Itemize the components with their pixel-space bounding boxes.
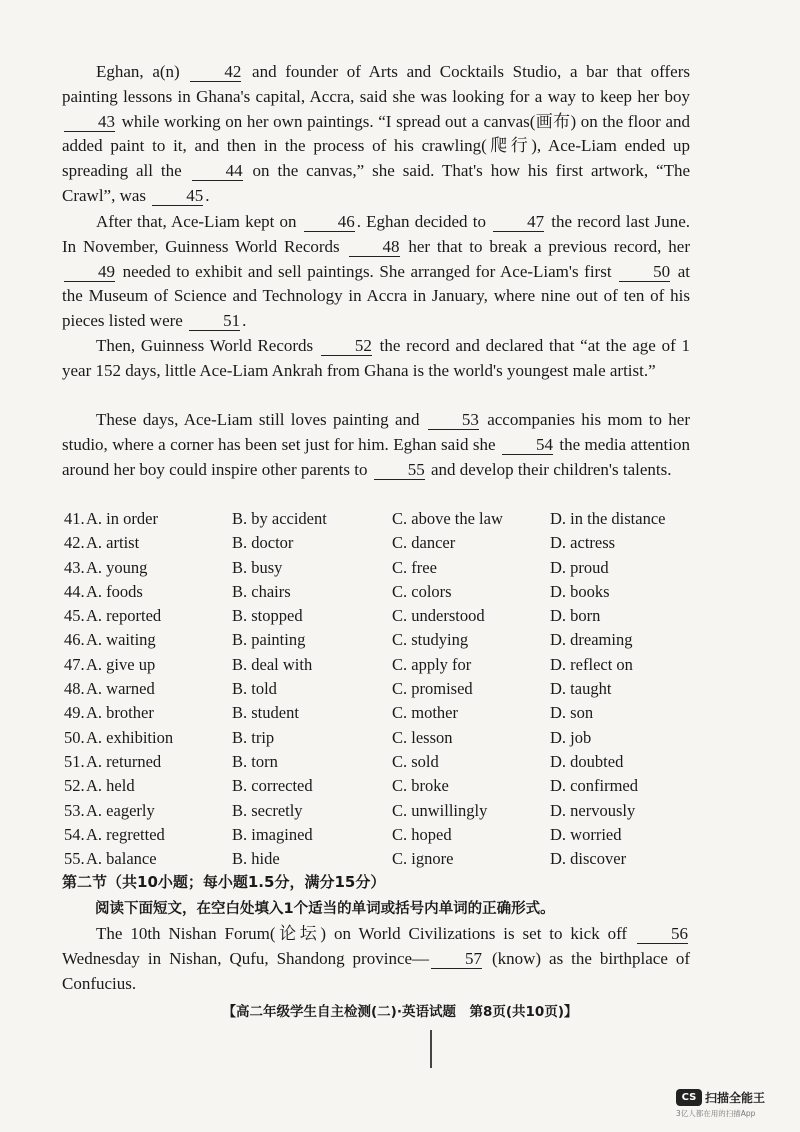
blank-51: 51 xyxy=(189,311,240,331)
question-number: 47. xyxy=(64,654,85,674)
grammar-passage xyxy=(62,922,690,996)
option-b: B. hide xyxy=(232,849,280,869)
option-b: B. stopped xyxy=(232,606,303,626)
question-number: 54. xyxy=(64,824,85,844)
option-d: D. discover xyxy=(550,849,627,869)
option-c: C. promised xyxy=(392,679,473,699)
option-b: B. deal with xyxy=(232,654,313,674)
passage-text: while working on her own paintings. “I spread out a canvas(画布) on the floor and added paint to it, and then in the process of his crawling(爬行), Ace-Liam ended up spreading all the xyxy=(62,111,690,181)
option-a: A. artist xyxy=(86,533,140,553)
blank-49: 49 xyxy=(64,262,115,282)
option-row xyxy=(64,726,704,750)
option-c: C. above the law xyxy=(392,509,503,528)
option-d: D. doubted xyxy=(550,751,624,771)
option-row xyxy=(64,556,704,580)
passage-text: the record and declared that “at the age of 1 year 152 days, little Ace-Liam Ankrah from Ghana is the world's youngest male artist.” xyxy=(62,336,690,380)
option-a: A. waiting xyxy=(86,630,156,650)
passage-text: Eghan, a(n) xyxy=(96,62,189,81)
blank-45: 45 xyxy=(152,186,203,206)
question-number: 41. xyxy=(64,509,85,528)
option-c: C. mother xyxy=(392,703,458,723)
question-number: 48. xyxy=(64,679,85,699)
question-number: 46. xyxy=(64,630,85,650)
option-a: A. foods xyxy=(86,581,143,601)
passage-text: and develop their children's talents. xyxy=(426,459,672,479)
option-d: D. job xyxy=(550,727,592,747)
option-a: A. brother xyxy=(86,703,154,723)
option-a: A. exhibition xyxy=(86,727,174,747)
option-b: B. trip xyxy=(232,727,275,747)
passage-text: at the Museum of Science and Technology in Accra in January, where nine out of ten of his pieces listed were xyxy=(62,261,690,331)
passage-text: These days, Ace-Liam still loves painting and xyxy=(96,410,426,429)
option-a: A. warned xyxy=(86,679,155,699)
option-d: D. nervously xyxy=(550,800,636,820)
option-d: D. son xyxy=(550,703,594,723)
passage-text: accompanies his mom to her studio, where a corner has been set just for him. Eghan said she xyxy=(62,410,690,454)
passage-paragraph-2 xyxy=(62,210,690,334)
option-c: C. studying xyxy=(392,630,469,650)
option-c: C. free xyxy=(392,557,437,577)
option-row xyxy=(64,847,704,871)
question-number: 49. xyxy=(64,703,85,723)
option-d: D. born xyxy=(550,606,601,626)
passage-text: her that to break a previous record, her xyxy=(401,236,690,256)
option-b: B. corrected xyxy=(232,776,313,796)
passage-text: on the canvas,” she said. That's how his first artwork, “The Crawl”, was xyxy=(62,161,690,205)
passage-paragraph-3 xyxy=(62,334,690,384)
scanner-watermark xyxy=(676,1088,786,1119)
page-footer: 【高二年级学生自主检测(二)·英语试题 第8页(共10页)】 xyxy=(222,1004,578,1020)
option-b: B. imagined xyxy=(232,824,313,844)
option-a: A. in order xyxy=(86,509,158,528)
blank-46: 46 xyxy=(304,212,355,232)
option-row xyxy=(64,604,704,628)
option-row xyxy=(64,580,704,604)
passage-text: needed to exhibit and sell paintings. She arranged for Ace-Liam's first xyxy=(117,261,618,281)
watermark-name: 扫描全能王 xyxy=(705,1090,766,1105)
option-d: D. confirmed xyxy=(550,776,638,796)
option-b: B. painting xyxy=(232,630,306,650)
passage-text: After that, Ace-Liam kept on xyxy=(96,212,302,231)
passage-text: the record last June. In November, Guinness World Records xyxy=(62,212,690,256)
blank-56: 56 xyxy=(637,924,688,944)
option-row xyxy=(64,750,704,774)
question-number: 50. xyxy=(64,727,85,747)
option-c: C. apply for xyxy=(392,654,472,674)
option-d: D. worried xyxy=(550,824,622,844)
option-b: B. student xyxy=(232,703,299,723)
section-instruction: 阅读下面短文，在空白处填入1个适当的单词或括号内单词的正确形式。 xyxy=(95,901,555,917)
passage-text: . xyxy=(242,311,247,331)
option-a: A. held xyxy=(86,776,135,796)
option-c: C. broke xyxy=(392,776,449,796)
passage-text: . Eghan decided to xyxy=(356,212,492,231)
passage-text: the media attention around her boy could inspire other parents to xyxy=(62,434,690,479)
question-number: 55. xyxy=(64,849,85,869)
blank-57: 57 xyxy=(431,949,482,969)
option-c: C. hoped xyxy=(392,824,452,844)
option-a: A. regretted xyxy=(86,824,165,844)
question-number: 52. xyxy=(64,776,85,796)
passage-text: and founder of Arts and Cocktails Studio, a bar that offers painting lessons in Ghana's capital, Accra, said she was looking for a way to keep her boy xyxy=(62,62,690,106)
option-c: C. ignore xyxy=(392,849,454,869)
question-number: 42. xyxy=(64,533,85,553)
option-d: D. dreaming xyxy=(550,630,633,650)
blank-44: 44 xyxy=(192,161,243,181)
option-c: C. understood xyxy=(392,606,485,626)
option-c: C. colors xyxy=(392,581,452,601)
option-b: B. chairs xyxy=(232,581,291,601)
question-number: 51. xyxy=(64,751,85,771)
question-number: 45. xyxy=(64,606,85,626)
option-b: B. secretly xyxy=(232,800,303,820)
passage-text: The 10th Nishan Forum(论坛) on World Civilizations is set to kick off xyxy=(96,924,635,943)
option-a: A. give up xyxy=(86,654,156,674)
blank-53: 53 xyxy=(428,410,479,430)
blank-42: 42 xyxy=(190,62,241,82)
answer-options xyxy=(64,507,704,871)
option-c: C. unwillingly xyxy=(392,800,488,820)
blank-50: 50 xyxy=(619,262,670,282)
question-number: 43. xyxy=(64,557,85,577)
option-a: A. returned xyxy=(86,751,162,771)
blank-55: 55 xyxy=(374,460,425,480)
blank-47: 47 xyxy=(493,212,544,232)
option-b: B. told xyxy=(232,679,277,699)
question-number: 44. xyxy=(64,581,85,601)
option-row xyxy=(64,531,704,555)
camscanner-logo-icon: CS xyxy=(676,1089,702,1106)
passage-paragraph-1 xyxy=(62,60,690,209)
option-row xyxy=(64,701,704,725)
option-d: D. books xyxy=(550,581,610,601)
option-b: B. busy xyxy=(232,557,283,577)
question-number: 53. xyxy=(64,800,85,820)
blank-43: 43 xyxy=(64,112,115,132)
option-row xyxy=(64,774,704,798)
scan-artifact xyxy=(430,1030,432,1068)
option-d: D. proud xyxy=(550,557,609,577)
option-d: D. reflect on xyxy=(550,654,633,674)
option-b: B. by accident xyxy=(232,509,327,528)
option-row xyxy=(64,677,704,701)
section-heading: 第二节（共10小题；每小题1.5分，满分15分） xyxy=(62,873,386,891)
option-b: B. torn xyxy=(232,751,278,771)
option-d: D. actress xyxy=(550,533,616,553)
passage-text: Wednesday in Nishan, Qufu, Shandong province— xyxy=(62,948,430,968)
option-row xyxy=(64,799,704,823)
option-b: B. doctor xyxy=(232,533,294,553)
passage-text: (know) as the birthplace of Confucius. xyxy=(62,948,690,993)
option-row xyxy=(64,653,704,677)
option-a: A. eagerly xyxy=(86,800,155,820)
option-row xyxy=(64,823,704,847)
option-d: D. taught xyxy=(550,679,612,699)
option-a: A. reported xyxy=(86,606,162,626)
option-d: D. in the distance xyxy=(550,509,666,528)
option-a: A. young xyxy=(86,557,148,577)
option-c: C. sold xyxy=(392,751,439,771)
passage-text: . xyxy=(205,185,210,205)
option-row xyxy=(64,628,704,652)
option-c: C. lesson xyxy=(392,727,453,747)
option-c: C. dancer xyxy=(392,533,456,553)
blank-48: 48 xyxy=(349,237,400,257)
passage-text: Then, Guinness World Records xyxy=(96,336,319,355)
option-a: A. balance xyxy=(86,849,157,869)
blank-54: 54 xyxy=(502,435,553,455)
watermark-subtitle: 3亿人都在用的扫描App xyxy=(676,1109,756,1118)
blank-52: 52 xyxy=(321,336,372,356)
option-row xyxy=(64,507,704,531)
passage-paragraph-4 xyxy=(62,408,690,482)
